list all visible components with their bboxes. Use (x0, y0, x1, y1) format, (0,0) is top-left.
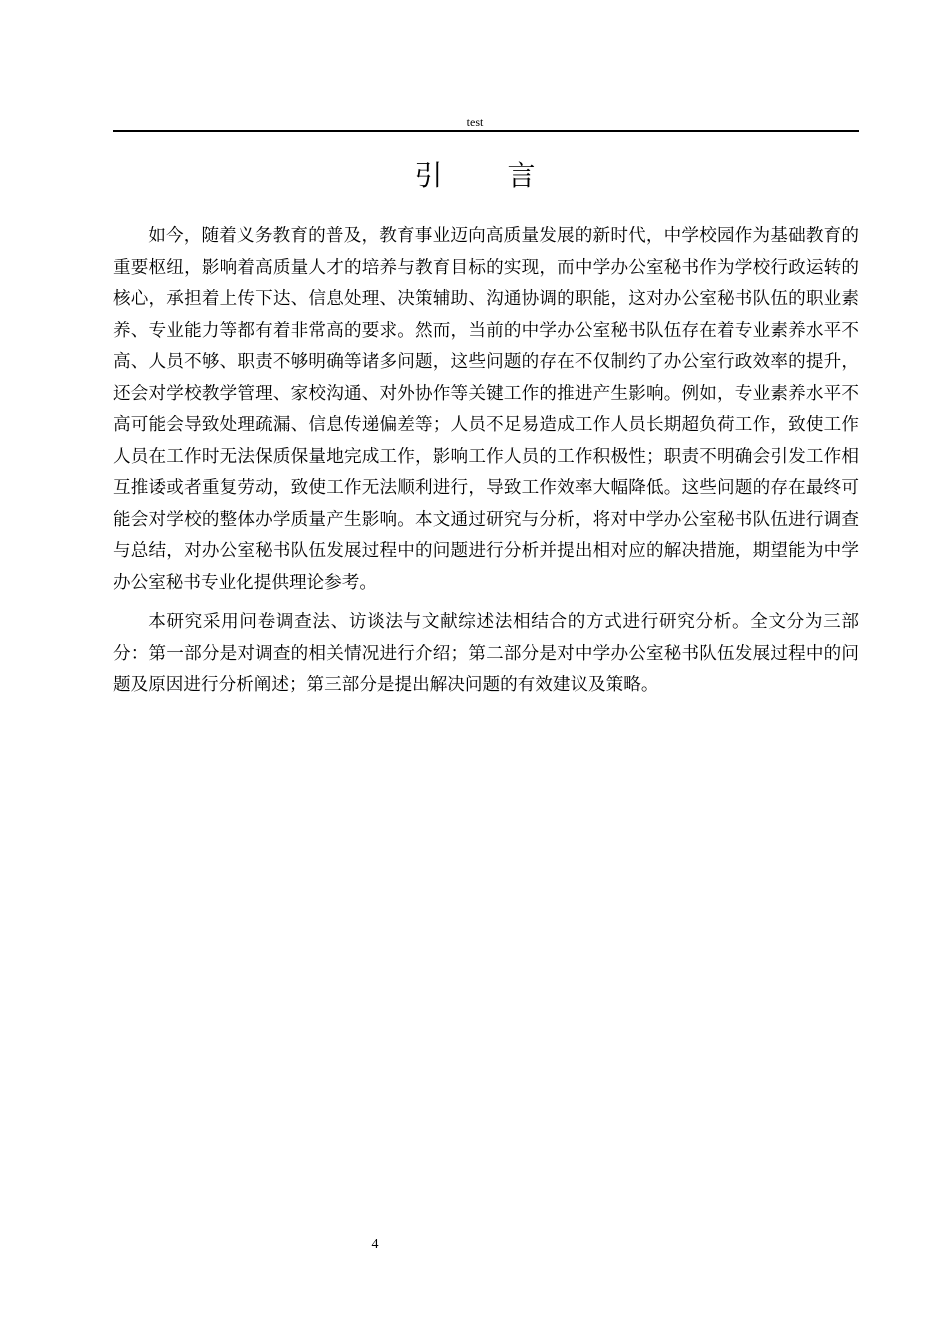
page-number: 4 (371, 1237, 379, 1252)
running-header: test (466, 115, 484, 129)
body-text (113, 221, 859, 710)
header-divider (113, 130, 859, 132)
paragraph-1: 如今，随着义务教育的普及，教育事业迈向高质量发展的新时代，中学校园作为基础教育的重要枢纽，影响着高质量人才的培养与教育目标的实现，而中学办公室秘书作为学校行政运转的核心，承担着上传下达、信息处理、决策辅助、沟通协调的职能，这对办公室秘书队伍的职业素养、专业能力等都有着非常高的要求。然而，当前的中学办公室秘书队伍存在着专业素养水平不高、人员不够、职责不够明确等诸多问题，这些问题的存在不仅制约了办公室行政效率的提升，还会对学校教学管理、家校沟通、对外协作等关键工作的推进产生影响。例如，专业素养水平不高可能会导致处理疏漏、信息传递偏差等；人员不足易造成工作人员长期超负荷工作，致使工作人员在工作时无法保质保量地完成工作，影响工作人员的工作积极性；职责不明确会引发工作相互推诿或者重复劳动，致使工作无法顺利进行，导致工作效率大幅降低。这些问题的存在最终可能会对学校的整体办学质量产生影响。本文通过研究与分析，将对中学办公室秘书队伍进行调查与总结，对办公室秘书队伍发展过程中的问题进行分析并提出相对应的解决措施，期望能为中学办公室秘书专业化提供理论参考。 (113, 226, 859, 593)
section-title: 引 言 (414, 159, 564, 192)
paragraph-2: 本研究采用问卷调查法、访谈法与文献综述法相结合的方式进行研究分析。全文分为三部分：第一部分是对调查的相关情况进行介绍；第二部分是对中学办公室秘书队伍发展过程中的问题及原因进行分析阐述；第三部分是提出解决问题的有效建议及策略。 (113, 612, 859, 695)
